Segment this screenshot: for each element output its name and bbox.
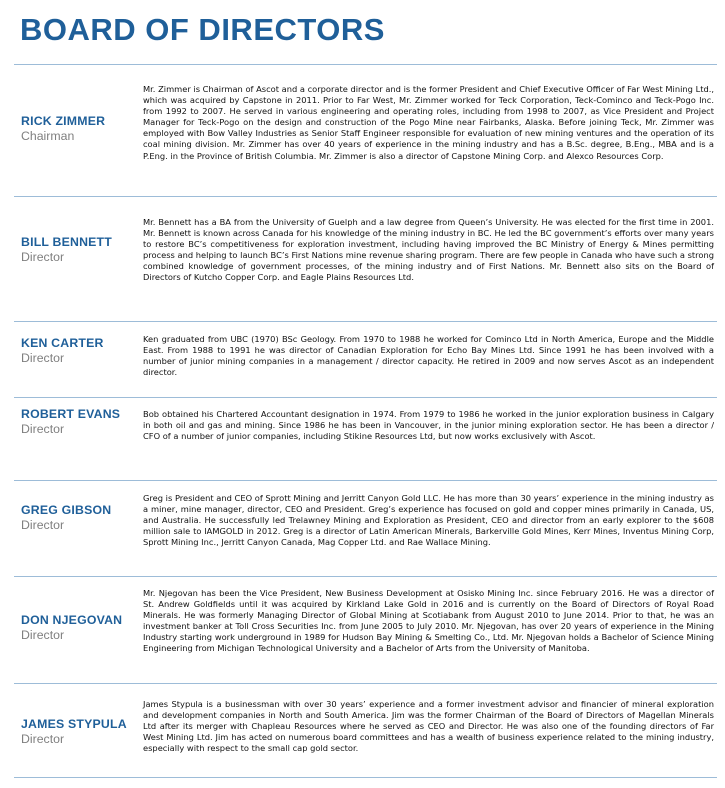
director-bio: Ken graduated from UBC (1970) BSc Geology. From 1970 to 1988 he worked for Cominco Ltd in North America, Europe and the Middle East. From 1988 to 1991 he was director of Canadian Exploration for Echo Bay Mines Ltd. Since 1991 he has been involved with a number of junior mining companies in a management / director capacity. He retired in 2009 and now serves Ascot as an independent director. [143, 334, 714, 378]
director-role: Chairman [21, 129, 75, 143]
director-name: BILL BENNETT [21, 235, 112, 249]
director-name: KEN CARTER [21, 336, 104, 350]
director-bio: Greg is President and CEO of Sprott Mining and Jerritt Canyon Gold LLC. He has more than 30 years’ experience in the mining industry as a miner, mine manager, director, CEO and President. Greg’s experience has focused on gold and copper mines primarily in Canada, US, and Australia. He successfully led Trelawney Mining and Exploration as President, CEO and director from an early explorer to the $608 million sale to IAMGOLD in 2012. Greg is a director of Latin American Minerals, Barkerville Gold Mines, Kerr Mines, Inventus Mining Corp, Sprott Mining Inc., Jerritt Canyon Canada, Mag Copper Ltd. and Rae Wallace Mining. [143, 493, 714, 548]
director-bio: James Stypula is a businessman with over 30 years’ experience and a former investment advisor and financier of mineral exploration and development companies in North and South America. Jim was the former Chairman of the Board of Directors of Magellan Minerals Ltd after its merger with Chapleau Resources where he served as CEO and Director. He was also one of the founding directors of Far West Mining Ltd. Jim has acted on numerous board committees and has a wealth of business experience related to the mining industry, especially with respect to the small cap gold sector. [143, 699, 714, 754]
director-name-block [21, 717, 139, 746]
director-name-block [21, 235, 139, 264]
director-role: Director [21, 422, 65, 436]
page-title: BOARD OF DIRECTORS [20, 12, 385, 47]
director-role: Director [21, 732, 65, 746]
director-name: RICK ZIMMER [21, 114, 106, 128]
director-name-block [21, 407, 139, 436]
director-role: Director [21, 628, 65, 642]
director-role: Director [21, 518, 65, 532]
director-row-greg-gibson [14, 481, 717, 576]
director-row-robert-evans [14, 398, 717, 480]
director-name: GREG GIBSON [21, 503, 112, 517]
director-name-block [21, 336, 139, 365]
director-bio: Mr. Zimmer is Chairman of Ascot and a corporate director and is the former President and Chief Executive Officer of Far West Mining Ltd., which was acquired by Capstone in 2011. Prior to Far West, Mr. Zimmer worked for Teck Corporation, Teck-Cominco and Teck-Pogo Inc. from 1992 to 2007. He served in various engineering and operating roles, including from 1998 to 2007, as Vice President and Project Manager for Teck-Pogo on the design and construction of the Pogo Mine near Fairbanks, Alaska. Before joining Teck, Mr. Zimmer was employed with Bow Valley Industries as Senior Staff Engineer responsible for evaluation of new mining ventures and the operation of its coal mining division. Mr. Zimmer has over 40 years of experience in the mining industry and has a B.Sc. degree, B.Eng., MBA and is a P.Eng. in the Province of British Columbia. Mr. Zimmer is also a director of Capstone Mining Corp. and Alexco Resources Corp. [143, 84, 714, 161]
director-row-ken-carter [14, 322, 717, 397]
director-name-block [21, 613, 139, 642]
director-name: ROBERT EVANS [21, 407, 121, 421]
divider [14, 777, 717, 778]
director-name-block [21, 503, 139, 532]
director-bio: Mr. Njegovan has been the Vice President, New Business Development at Osisko Mining Inc. since February 2016. He was a director of St. Andrew Goldfields until it was acquired by Kirkland Lake Gold in 2016 and is currently on the Board of Directors of Royal Road Minerals. He was formerly Managing Director of Global Mining at Scotiabank from August 2010 to June 2014. Prior to that, he was an investment banker at Toll Cross Securities Inc. from June 2005 to July 2010. Mr. Njegovan, has over 20 years of experience in the Mining Industry starting work underground in 1989 for Hudson Bay Mining & Smelting Co., Ltd. Mr. Njegovan holds a Bachelor of Science Mining Engineering from Michigan Technological University and a Bachelor of Arts from the University of Manitoba. [143, 588, 714, 654]
director-row-bill-bennett [14, 197, 717, 321]
director-bio: Mr. Bennett has a BA from the University of Guelph and a law degree from Queen’s University. He was elected for the first time in 2001. Mr. Bennett is known across Canada for his knowledge of the mining industry in BC. He led the BC government’s efforts over many years to restore BC’s competitiveness for exploration investment, including having improved the BC Ministry of Energy & Mines permitting process and helping to launch BC’s First Nations mine revenue sharing program. There are few people in Canada who have such a strong combined knowledge of government processes, of the mining industry and of First Nations. Mr. Bennett also sits on the Board of Directors of Kutcho Copper Corp. and Eagle Plains Resources Ltd. [143, 217, 714, 283]
director-name: JAMES STYPULA [21, 717, 127, 731]
director-name: DON NJEGOVAN [21, 613, 123, 627]
director-role: Director [21, 351, 65, 365]
director-bio: Bob obtained his Chartered Accountant designation in 1974. From 1979 to 1986 he worked in the junior exploration business in Calgary in both oil and gas and mining. Since 1986 he has been in Vancouver, in the junior mining exploration sector. He has been a director / CFO of a number of junior companies, including Stikine Resources Ltd, but now works exclusively with Ascot. [143, 409, 714, 442]
director-row-james-stypula [14, 684, 717, 777]
director-name-block [21, 114, 139, 143]
director-role: Director [21, 250, 65, 264]
director-row-don-njegovan [14, 577, 717, 683]
director-row-rick-zimmer [14, 65, 717, 196]
